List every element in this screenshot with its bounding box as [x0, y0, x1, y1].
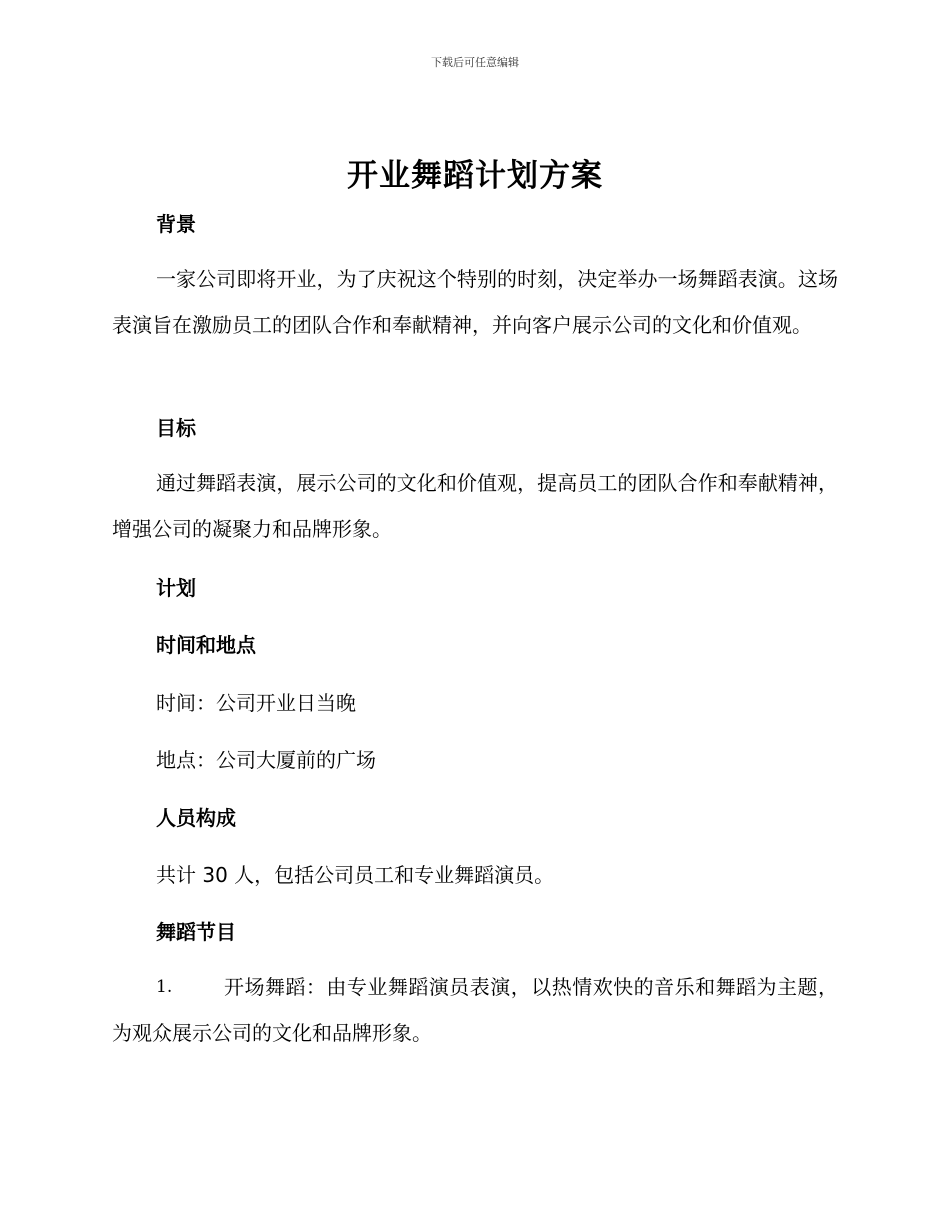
list-item-number: 1.	[156, 977, 173, 997]
list-item	[112, 964, 838, 1056]
place-line: 地点：公司大厦前的广场	[156, 748, 376, 772]
paragraph-background: 一家公司即将开业，为了庆祝这个特别的时刻，决定举办一场舞蹈表演。这场表演旨在激励员工的团队合作和奉献精神，并向客户展示公司的文化和价值观。	[112, 267, 838, 337]
heading-staff: 人员构成	[156, 806, 236, 830]
heading-background: 背景	[156, 212, 196, 236]
heading-program: 舞蹈节目	[156, 920, 236, 944]
paragraph-goal: 通过舞蹈表演，展示公司的文化和价值观，提高员工的团队合作和奉献精神，增强公司的凝聚力和品牌形象。	[112, 471, 838, 541]
heading-plan: 计划	[156, 576, 196, 600]
document-title: 开业舞蹈计划方案	[347, 158, 603, 194]
header-note: 下载后可任意编辑	[431, 56, 519, 69]
heading-goal: 目标	[156, 416, 196, 440]
time-line: 时间：公司开业日当晚	[156, 691, 356, 715]
heading-time-place: 时间和地点	[156, 633, 256, 657]
list-item-text: 开场舞蹈：由专业舞蹈演员表演，以热情欢快的音乐和舞蹈为主题，为观众展示公司的文化和品牌形象。	[112, 975, 838, 1045]
paragraph-staff: 共计 30 人，包括公司员工和专业舞蹈演员。	[156, 863, 555, 887]
